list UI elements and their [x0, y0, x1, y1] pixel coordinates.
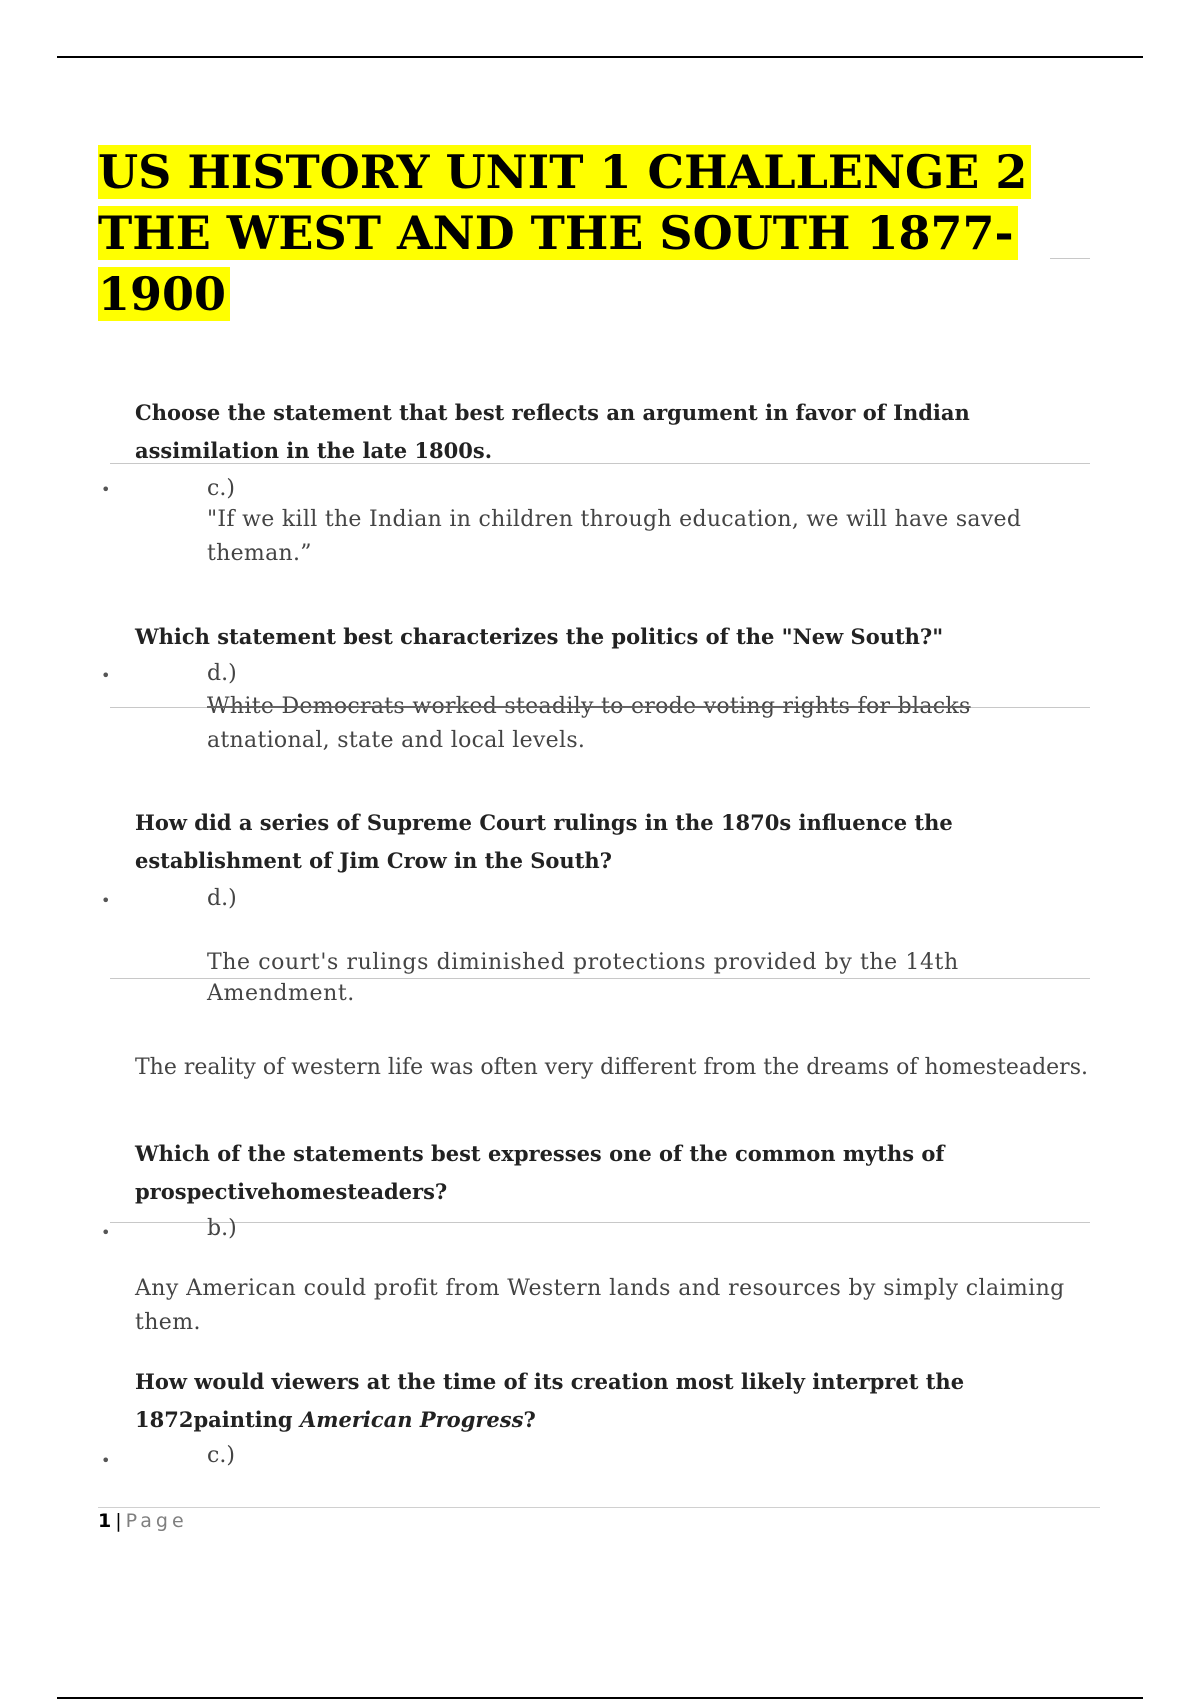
question-5-text: How would viewers at the time of its creation most likely interpret the 1872painting: [135, 1369, 965, 1432]
document-title: [98, 142, 1098, 325]
option-letter-5: c.): [207, 1443, 235, 1468]
bullet-4: •: [101, 1223, 111, 1242]
bottom-rule: [57, 1697, 1143, 1699]
context-text-4: The reality of western life was often very different from the dreams of homesteaders.: [135, 1055, 1088, 1080]
answer-2: [207, 690, 1087, 758]
option-letter-2: d.): [207, 661, 237, 686]
page-number: 1: [98, 1510, 112, 1532]
bullet-2: •: [101, 666, 111, 685]
option-letter-3: d.): [207, 886, 237, 911]
question-5: [135, 1363, 1095, 1439]
page-label: Page: [125, 1510, 188, 1532]
option-letter-4: b.): [207, 1216, 237, 1241]
answer-2-line-1: White Democrats worked steadily to erode voting rights for blacks: [207, 694, 971, 719]
question-4: Which of the statements best expresses one of the common myths of prospectivehomesteaders?: [135, 1141, 945, 1204]
answer-3: The court's rulings diminished protections provided by the 14th Amendment.: [207, 950, 959, 1006]
footer-divider: [98, 1507, 1100, 1508]
question-2: Which statement best characterizes the politics of the "New South?": [135, 624, 944, 649]
page-footer: [98, 1510, 188, 1532]
divider-line: [110, 1222, 1090, 1223]
question-1: Choose the statement that best reflects an argument in favor of Indian assimilation in the late 1800s.: [135, 400, 970, 463]
bullet-3: •: [101, 891, 111, 910]
title-highlight: US HISTORY UNIT 1 CHALLENGE 2 THE WEST AND THE SOUTH 1877-1900: [98, 145, 1031, 321]
answer-1: "If we kill the Indian in children through education, we will have saved theman.”: [207, 507, 1022, 566]
answer-4: Any American could profit from Western lands and resources by simply claiming them.: [135, 1276, 1065, 1335]
footer-separator: |: [115, 1510, 122, 1532]
option-letter-1: c.): [207, 476, 235, 501]
divider-line: [1050, 258, 1090, 259]
painting-title: American Progress: [299, 1407, 524, 1432]
bullet-5: •: [101, 1451, 111, 1470]
answer-2-line-2: atnational, state and local levels.: [207, 728, 586, 753]
question-3: How did a series of Supreme Court rulings in the 1870s influence the establishment of Jim Crow in the South?: [135, 810, 953, 873]
top-rule: [57, 56, 1143, 58]
question-5-end: ?: [523, 1407, 536, 1432]
bullet-1: •: [101, 480, 111, 499]
